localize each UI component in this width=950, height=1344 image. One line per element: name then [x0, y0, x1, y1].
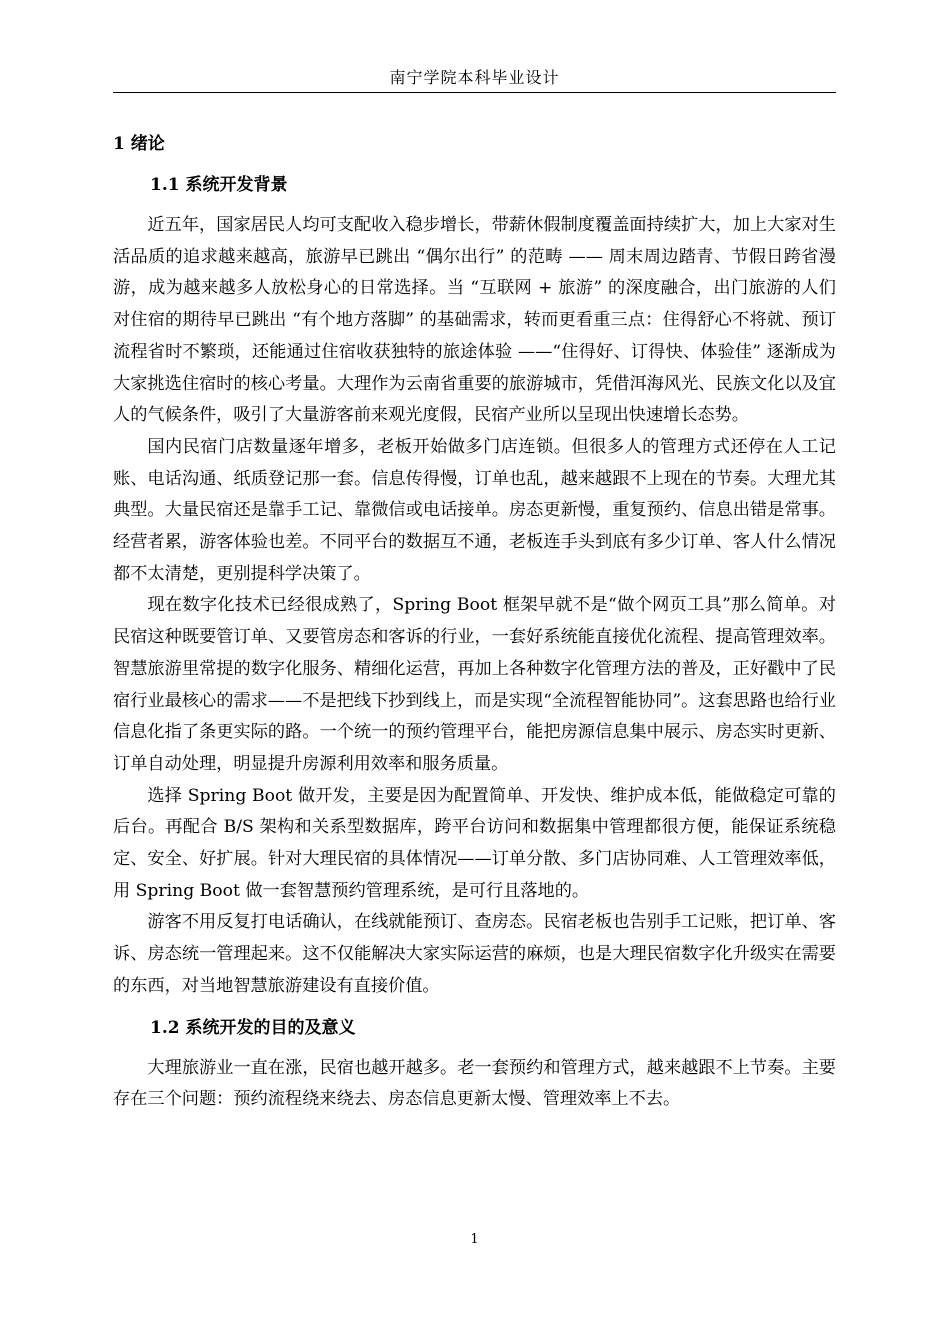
header-rule — [113, 92, 836, 93]
section-heading-1-1: 1.1 系统开发背景 — [150, 175, 288, 195]
section-heading-1-2: 1.2 系统开发的目的及意义 — [150, 1017, 356, 1038]
paragraph: 现在数字化技术已经很成熟了，Spring Boot 框架早就不是“做个网页工具”那么简单。对民宿这种既要管订单、又要管房态和客诉的行业，一套好系统能直接优化流程、提高管理效率。智慧旅游里常提的数字化服务、精细化运营，再加上各种数字化管理方法的普及，正好戳中了民宿行业最核心的需求——不是把线下抄到线上，而是实现“全流程智能协同”。这套思路也给行业信息化指了条更实际的路。一个统一的预约管理平台，能把房源信息集中展示、房态实时更新、订单自动处理，明显提升房源利用效率和服务质量。 — [113, 595, 836, 774]
paragraph: 选择 Spring Boot 做开发，主要是因为配置简单、开发快、维护成本低，能做稳定可靠的后台。再配合 B/S 架构和关系型数据库，跨平台访问和数据集中管理都很方便，能保证系统稳定、安全、好扩展。针对大理民宿的具体情况——订单分散、多门店协同难、人工管理效率低，用 Spring Boot 做一套智慧预约管理系统，是可行且落地的。 — [113, 785, 836, 901]
page-number: 1 — [470, 1232, 479, 1247]
paragraph: 近五年，国家居民人均可支配收入稳步增长，带薪休假制度覆盖面持续扩大，加上大家对生活品质的追求越来越高，旅游早已跳出 “偶尔出行” 的范畴 —— 周末周边踏青、节假日跨省漫游，成为越来越多人放松身心的日常选择。当 “互联网 + 旅游” 的深度融合，出门旅游的人们对住宿的期待早已跳出 “有个地方落脚” 的基础需求，转而更看重三点：住得舒心不将就、预订流程省时不繁琐，还能通过住宿收获独特的旅途体验 ——“住得好、订得快、体验佳” 逐渐成为大家挑选住宿时的核心考量。大理作为云南省重要的旅游城市，凭借洱海风光、民族文化以及宜人的气候条件，吸引了大量游客前来观光度假，民宿产业所以呈现出快速增长态势。 — [113, 215, 836, 426]
paragraph: 游客不用反复打电话确认，在线就能预订、查房态。民宿老板也告别手工记账，把订单、客诉、房态统一管理起来。这不仅能解决大家实际运营的麻烦，也是大理民宿数字化升级实在需要的东西，对当地智慧旅游建设有直接价值。 — [113, 912, 836, 996]
running-header: 南宁学院本科毕业设计 — [389, 68, 560, 87]
page-body — [113, 128, 836, 1116]
paragraph: 国内民宿门店数量逐年增多，老板开始做多门店连锁。但很多人的管理方式还停在人工记账、电话沟通、纸质登记那一套。信息传得慢，订单也乱，越来越跟不上现在的节奏。大理尤其典型。大量民宿还是靠手工记、靠微信或电话接单。房态更新慢，重复预约、信息出错是常事。经营者累，游客体验也差。不同平台的数据互不通，老板连手头到底有多少订单、客人什么情况都不太清楚，更别提科学决策了。 — [113, 436, 836, 584]
chapter-heading: 1 绪论 — [113, 134, 165, 154]
paragraph: 大理旅游业一直在涨，民宿也越开越多。老一套预约和管理方式，越来越跟不上节奏。主要存在三个问题：预约流程绕来绕去、房态信息更新太慢、管理效率上不去。 — [113, 1057, 836, 1110]
